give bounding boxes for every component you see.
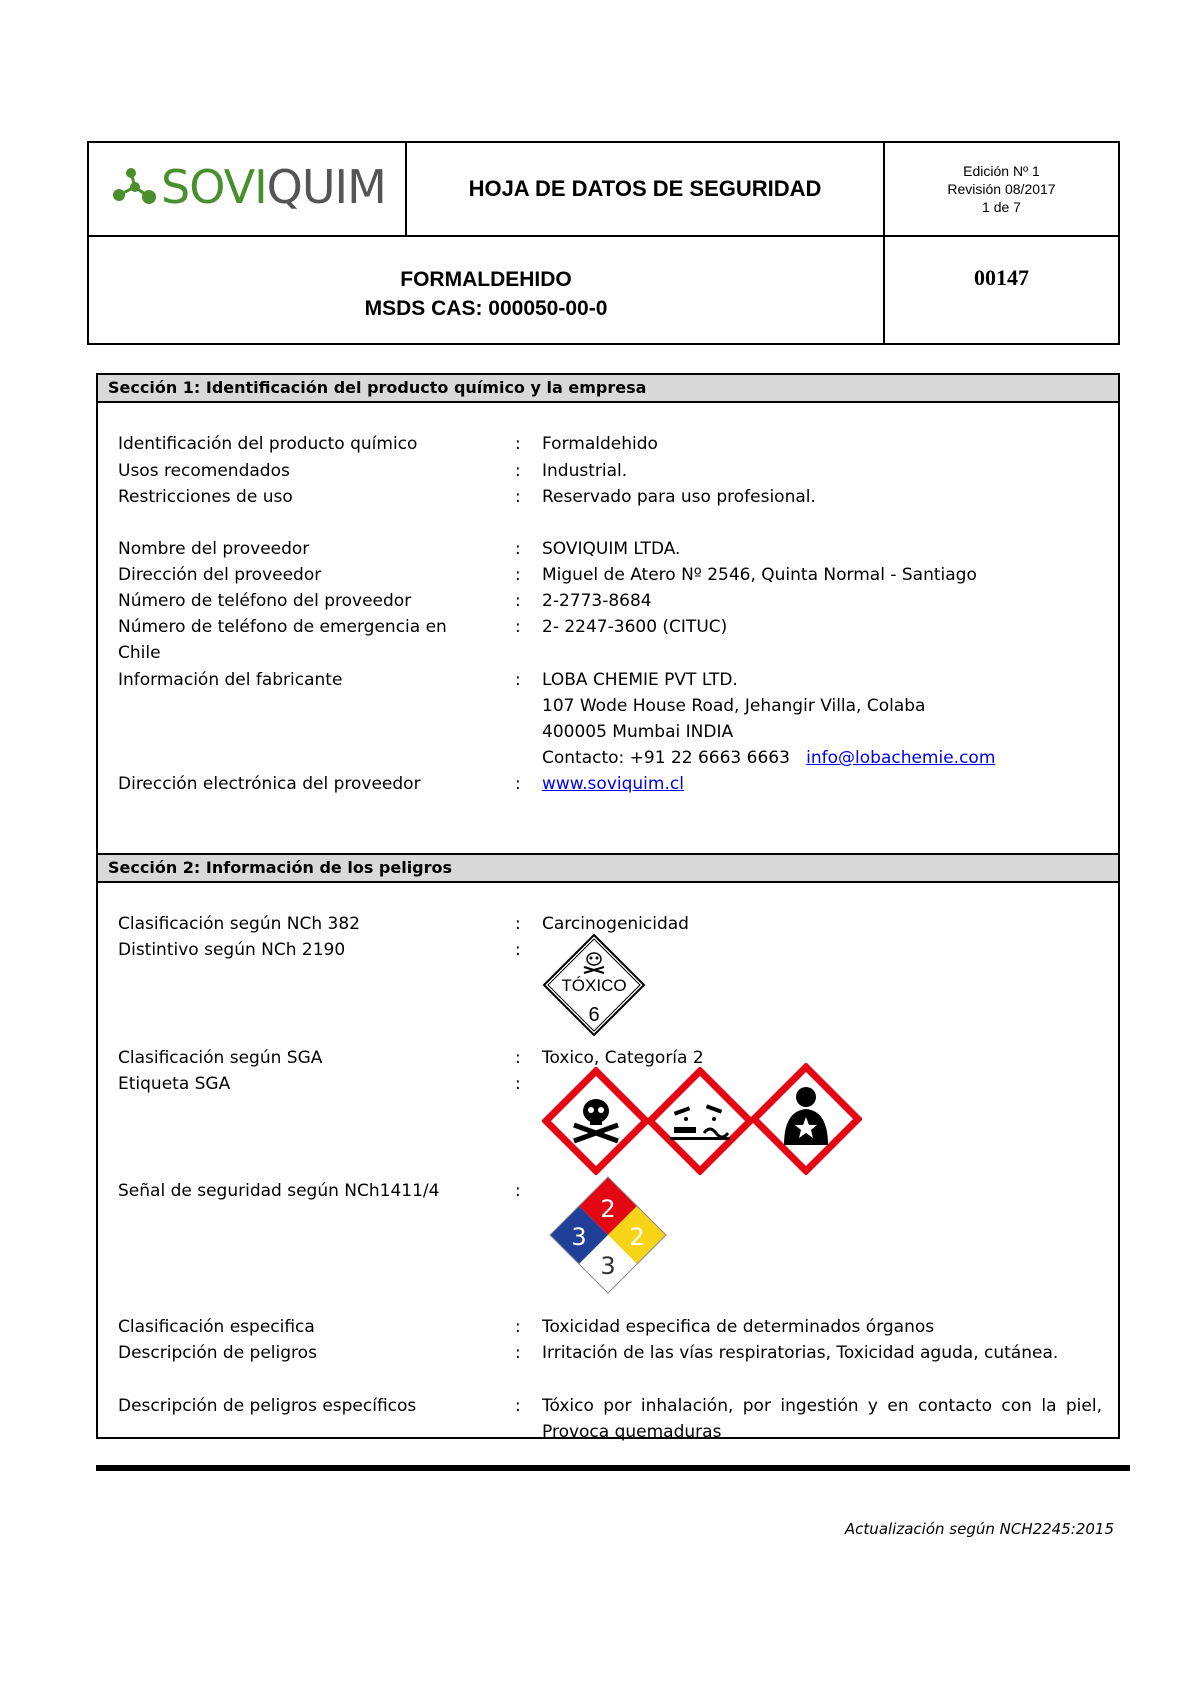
label-supplier-web: Dirección electrónica del proveedor <box>118 774 421 794</box>
product-name: FORMALDEHIDO <box>400 268 572 291</box>
label-emergency-phone: Número de teléfono de emergencia en Chile <box>118 617 447 663</box>
value-supplier-phone: 2-2773-8684 <box>542 591 652 611</box>
nfpa-flammability: 2 <box>600 1195 616 1223</box>
label-product-id: Identificación del producto químico <box>118 434 418 454</box>
value-supplier-address: Miguel de Atero Nº 2546, Quinta Normal - Santiago <box>542 565 977 585</box>
label-nch382: Clasificación según NCh 382 <box>118 914 360 934</box>
soviquim-logo <box>109 157 386 217</box>
label-sga-label: Etiqueta SGA <box>118 1074 231 1094</box>
product-code: 00147 <box>974 265 1029 290</box>
nfpa-reactivity: 2 <box>629 1223 645 1251</box>
molecule-icon <box>109 165 161 209</box>
section-2: Sección 2: Información de los peligros Clasificación según NCh 382 : Carcinogenicidad Distintivo según NCh 2190 : TÓXICO 6 Clasificación según SGA : Toxico, Categoría 2 Etiqueta SGA : Señal de seguridad según NCh1411/4 : 2 3 2 3 Clasificación especifica : Toxicidad especifica de determinados órganos Descripción de peligros : Irritación de las vías respiratorias, Toxicidad aguda, cutánea. Descripción de peligros específicos : Tóxico por inhalación, por ingestión y en contacto con la piel, Provoca quemaduras <box>96 853 1120 1439</box>
edition-info <box>885 143 1118 237</box>
document-header <box>87 141 1120 345</box>
value-sga: Toxico, Categoría 2 <box>542 1048 704 1068</box>
page-number: 1 de 7 <box>982 199 1021 215</box>
footer-rule <box>96 1465 1130 1471</box>
edition-number: Edición Nº 1 <box>963 163 1040 179</box>
label-specific-class: Clasificación especifica <box>118 1317 315 1337</box>
revision-date: Revisión 08/2017 <box>947 181 1056 197</box>
label-sga: Clasificación según SGA <box>118 1048 323 1068</box>
cas-number: MSDS CAS: 000050-00-0 <box>364 297 608 320</box>
supplier-web-link[interactable]: www.soviquim.cl <box>542 774 684 794</box>
label-nch1411: Señal de seguridad según NCh1411/4 <box>118 1181 440 1201</box>
contact-email-link[interactable]: info@lobachemie.com <box>806 748 996 768</box>
toxic-class-6-icon <box>542 933 646 1037</box>
manufacturer-address-line-1: 107 Wode House Road, Jehangir Villa, Colaba <box>542 696 926 716</box>
manufacturer-contact <box>542 745 1102 771</box>
footer-note: Actualización según NCH2245:2015 <box>844 1520 1114 1538</box>
label-supplier-address: Dirección del proveedor <box>118 565 322 585</box>
ghs-corrosion-icon <box>646 1067 754 1175</box>
contact-phone: Contacto: +91 22 6663 6663 <box>542 748 790 768</box>
value-hazard-desc: Irritación de las vías respiratorias, Toxicidad aguda, cutánea. <box>542 1343 1059 1363</box>
label-nch2190: Distintivo según NCh 2190 <box>118 940 346 960</box>
label-restrictions: Restricciones de uso <box>118 487 293 507</box>
nfpa-health: 3 <box>571 1223 587 1251</box>
label-supplier-name: Nombre del proveedor <box>118 539 310 559</box>
section-1-title: Sección 1: Identificación del producto químico y la empresa <box>98 375 1118 403</box>
manufacturer-address-line-2: 400005 Mumbai INDIA <box>542 722 734 742</box>
label-uses: Usos recomendados <box>118 461 290 481</box>
document-title: HOJA DE DATOS DE SEGURIDAD <box>407 143 885 237</box>
ghs-skull-crossbones-icon <box>542 1067 650 1175</box>
value-product-id: Formaldehido <box>542 434 658 454</box>
logo-text: SOVIQUIM <box>161 160 386 214</box>
section-1: Sección 1: Identificación del producto químico y la empresa Identificación del producto químico : Formaldehido Usos recomendados : Industrial. Restricciones de uso : Reservado para uso profesional. Nombre del proveedor : SOVIQUIM LTDA. Dirección del proveedor : Miguel de Atero Nº 2546, Quinta Normal - Santiago Número de teléfono del proveedor : 2-2773-8684 Número de teléfono de emergencia en Chile : 2- 2247-3600 (CITUC) Información del fabricante : LOBA CHEMIE PVT LTD. 107 Wode House Road, Jehangir Villa, Colaba 400005 Mumbai INDIA Contacto: +91 22 6663 6663 info@lobachemie.com Dirección electrónica del proveedor : www.soviquim.cl <box>96 373 1120 855</box>
toxic-class: 6 <box>588 1004 600 1026</box>
section-2-title: Sección 2: Información de los peligros <box>98 855 1118 883</box>
value-manufacturer: LOBA CHEMIE PVT LTD. <box>542 670 738 690</box>
value-specific-hazard-desc: Tóxico por inhalación, por ingestión y en contacto con la piel, Provoca quemaduras <box>542 1396 1102 1442</box>
value-supplier-name: SOVIQUIM LTDA. <box>542 539 681 559</box>
value-emergency-phone: 2- 2247-3600 (CITUC) <box>542 617 728 637</box>
label-supplier-phone: Número de teléfono del proveedor <box>118 591 412 611</box>
label-hazard-desc: Descripción de peligros <box>118 1343 317 1363</box>
label-manufacturer: Información del fabricante <box>118 670 343 690</box>
logo-cell <box>89 143 407 237</box>
nfpa-special: 3 <box>600 1252 616 1280</box>
value-specific-class: Toxicidad especifica de determinados órganos <box>542 1317 935 1337</box>
product-cell <box>89 237 885 345</box>
label-specific-hazard-desc: Descripción de peligros específicos <box>118 1396 417 1416</box>
value-uses: Industrial. <box>542 461 628 481</box>
value-nch382: Carcinogenicidad <box>542 914 689 934</box>
toxic-label: TÓXICO <box>561 976 627 995</box>
value-restrictions: Reservado para uso profesional. <box>542 487 816 507</box>
nfpa-diamond-icon <box>546 1173 670 1297</box>
ghs-health-hazard-icon <box>750 1063 862 1175</box>
